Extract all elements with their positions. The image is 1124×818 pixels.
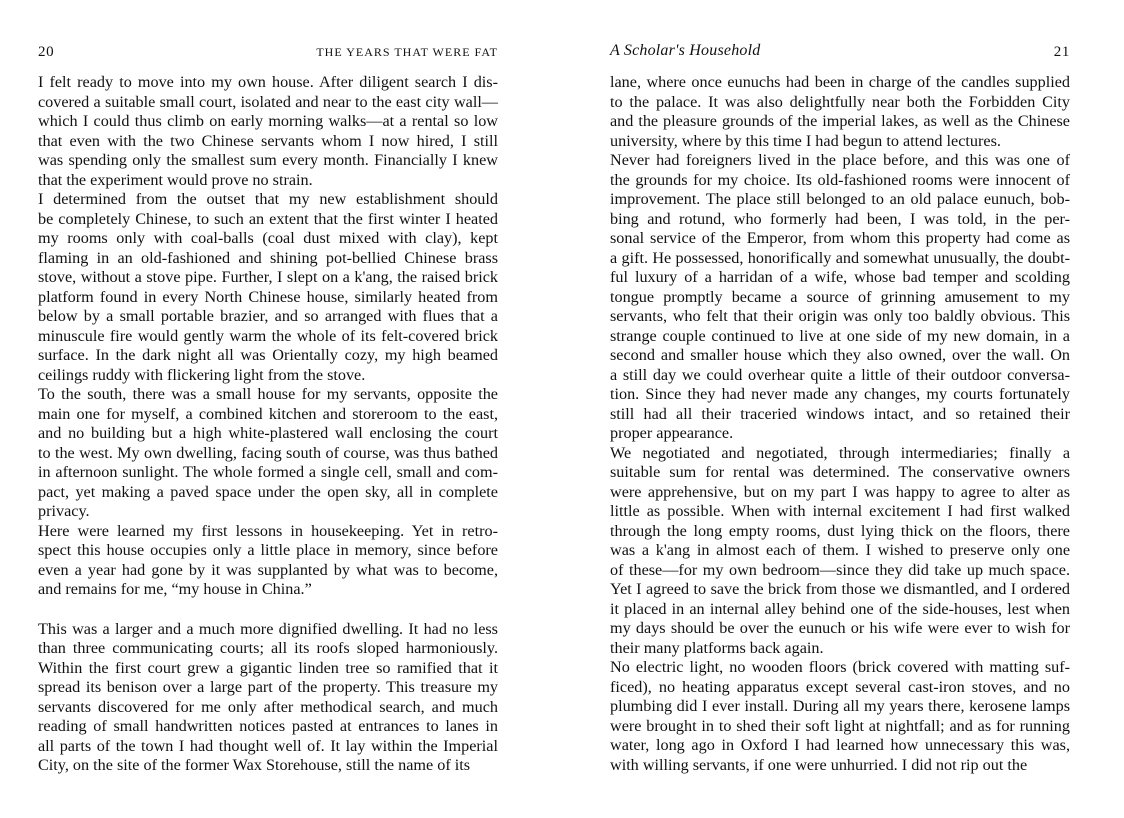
text-line: reading of small handwritten notices pasted at entrances to lanes in: [38, 717, 498, 735]
text-line: Never had foreigners lived in the place before, and this was one of: [610, 151, 1070, 169]
text-line: of these—for my own bedroom—since they did take up much space.: [610, 560, 1070, 579]
text-line: servants discovered for me only after methodical search, and much: [38, 697, 498, 716]
text-line: bing and rotund, who formerly had been, I was told, in the per-: [610, 209, 1070, 228]
text-line: even a year had gone by it was supplanted by what was to become,: [38, 560, 498, 579]
text-line: pact, yet making a paved space under the open sky, all in complete: [38, 482, 498, 501]
section-break: [38, 600, 498, 620]
text-line: tongue promptly became a source of grinning amusement to my: [610, 287, 1070, 306]
text-line: surface. In the dark night all was Orientally cozy, my high beamed: [38, 346, 498, 364]
text-line: minuscule fire would gently warm the whole of its felt-covered brick: [38, 326, 498, 345]
text-line: a still day we could overhear quite a little of their outdoor conversa-: [610, 365, 1070, 384]
text-line: were brought in to shed their soft light at nightfall; and as for running: [610, 716, 1070, 735]
text-line: university, where by this time I had begun to attend lectures.: [610, 131, 1001, 150]
text-line: spect this house occupies only a little place in memory, since before: [38, 541, 498, 559]
text-line: my days should be over the eunuch or his wife were ever to wish for: [610, 619, 1070, 637]
text-line: that even with the two Chinese servants whom I now hired, I still: [38, 131, 498, 150]
text-line: privacy.: [38, 502, 90, 520]
text-line: plumbing did I ever install. During all my years there, kerosene lamps: [610, 697, 1070, 715]
right-page-header: [610, 44, 1070, 64]
text-line: proper appearance.: [610, 424, 734, 442]
text-line: second and smaller house which they also owned, over the wall. On: [610, 346, 1070, 364]
text-line: that the experiment would prove no strain.: [38, 170, 313, 189]
text-line: platform found in every North Chinese house, similarly heated from: [38, 287, 498, 306]
left-page-body: [38, 73, 498, 776]
text-line: stove, without a stove pipe. Further, I slept on a k'ang, the raised brick: [38, 268, 498, 286]
text-line: which I could thus climb on early morning walks—at a rental so low: [38, 112, 498, 130]
text-line: ceilings ruddy with flickering light from the stove.: [38, 365, 366, 384]
text-line: below by a small portable brazier, and so arranged with flues that a: [38, 307, 498, 325]
text-line: water, long ago in Oxford I had learned how unnecessary this was,: [610, 736, 1070, 754]
text-line: Here were learned my first lessons in housekeeping. Yet in retro-: [38, 521, 498, 540]
text-line: spread its benison over a large part of the property. This treasure my: [38, 678, 498, 696]
text-line: lane, where once eunuchs had been in charge of the candles supplied: [610, 73, 1070, 91]
text-line: and no building but a high white-plastered wall enclosing the court: [38, 424, 498, 442]
text-line: through the long empty rooms, dust lying thick on the floors, there: [610, 521, 1070, 540]
text-line: to the palace. It was also delightfully near both the Forbidden City: [610, 92, 1070, 111]
text-line: Yet I agreed to save the brick from those we dismantled, and I ordered: [610, 580, 1070, 598]
text-line: was a k'ang in almost each of them. I wished to preserve only one: [610, 541, 1070, 559]
text-line: all parts of the town I had thought well of. It lay within the Imperial: [38, 736, 498, 755]
text-line: servants, who felt that their origin was only too baldly obvious. This: [610, 307, 1070, 325]
text-line: was spending only the smallest sum every month. Financially I knew: [38, 151, 498, 169]
left-running-head: THE YEARS THAT WERE FAT: [316, 45, 498, 59]
right-page: [562, 0, 1124, 818]
text-line: little as possible. When with internal excitement I had first walked: [610, 502, 1070, 520]
text-line: tion. Since they had never made any changes, my courts fortunately: [610, 385, 1070, 403]
text-line: and remains for me, “my house in China.”: [38, 580, 312, 598]
text-line: a gift. He possessed, honorifically and somewhat unusually, the doubt-: [610, 248, 1070, 267]
text-line: in afternoon sunlight. The whole formed a single cell, small and com-: [38, 463, 498, 481]
text-line: ful luxury of a harridan of a wife, whose bad temper and scolding: [610, 268, 1070, 286]
text-line: the grounds for my choice. Its old-fashioned rooms were innocent of: [610, 170, 1070, 189]
text-line: This was a larger and a much more dignified dwelling. It had no less: [38, 619, 498, 638]
text-line: still had all their traceried windows intact, and so retained their: [610, 404, 1070, 423]
text-line: covered a suitable small court, isolated and near to the east city wall—: [38, 92, 498, 111]
text-line: improvement. The place still belonged to an old palace eunuch, bob-: [610, 190, 1070, 208]
right-running-head: A Scholar's Household: [610, 42, 761, 59]
left-page-header: [38, 44, 498, 64]
text-line: to the west. My own dwelling, facing south of course, was thus bathed: [38, 443, 498, 462]
text-line: We negotiated and negotiated, through intermediaries; finally a: [610, 443, 1070, 462]
text-line: I determined from the outset that my new establishment should: [38, 190, 498, 208]
text-line: flaming in an old-fashioned and shining pot-bellied Chinese brass: [38, 248, 498, 267]
text-line: and the pleasure grounds of the imperial lakes, as well as the Chinese: [610, 112, 1070, 130]
text-line: were apprehensive, but on my part I was happy to agree to alter as: [610, 482, 1070, 501]
text-line: main one for myself, a combined kitchen and storeroom to the east,: [38, 404, 498, 423]
text-line: with willing servants, if one were unhurried. I did not rip out the: [610, 755, 1028, 774]
text-line: sonal service of the Emperor, from whom this property had come as: [610, 229, 1070, 247]
text-line: than three communicating courts; all its roofs sloped harmoniously.: [38, 639, 498, 657]
text-line: their many platforms back again.: [610, 638, 824, 657]
text-line: be completely Chinese, to such an extent that the first winter I heated: [38, 209, 498, 228]
text-line: suitable sum for rental was determined. The conservative owners: [610, 463, 1070, 481]
text-line: strange couple continued to live at one side of my new domain, in a: [610, 326, 1070, 345]
right-page-body: [610, 73, 1070, 775]
text-line: it placed in an internal alley behind one of the side-houses, lest when: [610, 599, 1070, 618]
text-line: I felt ready to move into my own house. After diligent search I dis-: [38, 73, 498, 91]
left-page-number: 20: [38, 44, 55, 60]
text-line: No electric light, no wooden floors (brick covered with matting suf-: [610, 658, 1070, 676]
text-line: Within the first court grew a gigantic linden tree so ramified that it: [38, 658, 498, 677]
text-line: ficed), no heating apparatus except several cast-iron stoves, and no: [610, 677, 1070, 696]
text-line: City, on the site of the former Wax Storehouse, still the name of its: [38, 756, 471, 774]
text-line: To the south, there was a small house for my servants, opposite the: [38, 385, 498, 403]
right-page-number: 21: [1053, 44, 1070, 60]
text-line: my rooms only with coal-balls (coal dust mixed with clay), kept: [38, 229, 498, 247]
